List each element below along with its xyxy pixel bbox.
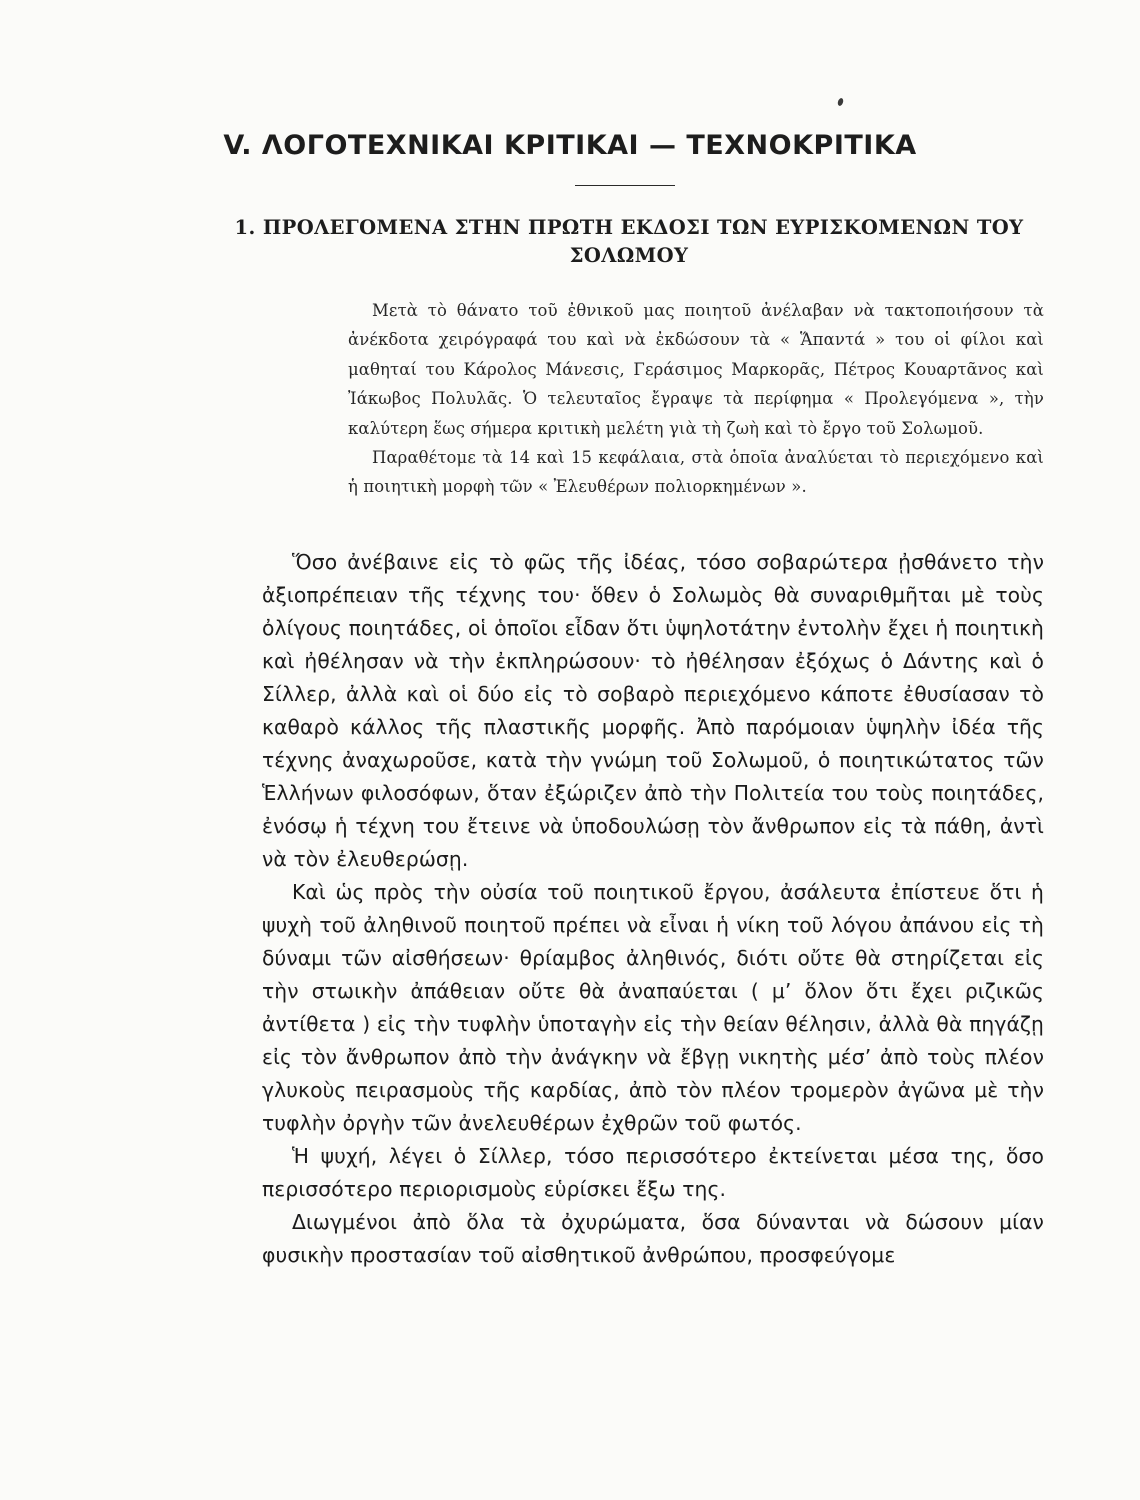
body-paragraph: Ὅσο ἀνέβαινε εἰς τὸ φῶς τῆς ἰδέας, τόσο σοβαρώτερα ᾐσθάνετο τὴν ἀξιοπρέπειαν τῆς τέχνης του· ὅθεν ὁ Σολωμὸς θὰ συναριθμῆται μὲ τοὺς ὀλίγους ποιητάδες, οἱ ὁποῖοι εἶδαν ὅτι ὑψηλοτάτην ἐντολὴν ἔχει ἡ ποιητικὴ καὶ ἠθέλησαν νὰ τὴν ἐκπληρώσουν· τὸ ἠθέλησαν ἐξόχως ὁ Δάντης καὶ ὁ Σίλλερ, ἀλλὰ καὶ οἱ δύο εἰς τὸ σοβαρὸ περιεχόμενο κάποτε ἐθυσίασαν τὸ καθαρὸ κάλλος τῆς πλαστικῆς μορφῆς. Ἀπὸ παρόμοιαν ὑψηλὴν ἰδέα τῆς τέχνης ἀναχωροῦσε, κατὰ τὴν γνώμη τοῦ Σολωμοῦ, ὁ ποιητικώτατος τῶν Ἑλλήνων φιλοσόφων, ὅταν ἐξώριζεν ἀπὸ τὴν Πολιτεία του τοὺς ποιητάδες, ἐνόσῳ ἡ τέχνη του ἔτεινε νὰ ὑποδουλώσῃ τὸν ἄνθρωπον εἰς τὰ πάθη, ἀντὶ νὰ τὸν ἐλευθερώσῃ. bbox=[262, 550, 1044, 871]
intro-paragraph: Μετὰ τὸ θάνατο τοῦ ἐθνικοῦ μας ποιητοῦ ἀνέλαβαν νὰ τακτοποιήσουν τὰ ἀνέκδοτα χειρόγραφά του καὶ νὰ ἐκδώσουν τὰ « Ἅπαντά » του οἱ φίλοι καὶ μαθηταί του Κάρολος Μάνεσις, Γεράσιμος Μαρκορᾶς, Πέτρος Κουαρτᾶνος καὶ Ἰάκωβος Πολυλᾶς. Ὁ τελευταῖος ἔγραψε τὰ περίφημα « Προλεγόμενα », τὴν καλύτερη ἕως σήμερα κριτικὴ μελέτη γιὰ τὴ ζωὴ καὶ τὸ ἔργο τοῦ Σολωμοῦ. bbox=[348, 301, 1044, 438]
chapter-title: V. ΛΟΓΟΤΕΧΝΙΚΑΙ ΚΡΙΤΙΚΑΙ — ΤΕΧΝΟΚΡΙΤΙΚΑ bbox=[223, 130, 917, 161]
body-paragraph: Ἡ ψυχή, λέγει ὁ Σίλλερ, τόσο περισσότερο ἐκτείνεται μέσα της, ὅσο περισσότερο περιορισμοὺς εὑρίσκει ἔξω της. bbox=[262, 1144, 1044, 1201]
editorial-introduction bbox=[348, 296, 1044, 502]
title-divider bbox=[575, 185, 675, 186]
ink-speck bbox=[837, 97, 844, 106]
main-text bbox=[262, 546, 1044, 1272]
intro-paragraph: Παραθέτομε τὰ 14 καὶ 15 κεφάλαια, στὰ ὁποῖα ἀναλύεται τὸ περιεχόμενο καὶ ἡ ποιητικὴ μορφὴ τῶν « Ἐλευθέρων πολιορκημένων ». bbox=[348, 448, 1044, 497]
body-paragraph: Καὶ ὡς πρὸς τὴν οὐσία τοῦ ποιητικοῦ ἔργου, ἀσάλευτα ἐπίστευε ὅτι ἡ ψυχὴ τοῦ ἀληθινοῦ ποιητοῦ πρέπει νὰ εἶναι ἡ νίκη τοῦ λόγου ἀπάνου εἰς τὴ δύναμι τῶν αἰσθήσεων· θρίαμβος ἀληθινός, διότι οὔτε θὰ στηρίζεται εἰς τὴν στωικὴν ἀπάθειαν οὔτε θὰ ἀναπαύεται ( μ’ ὅλον ὅτι ἔχει ριζικῶς ἀντίθετα ) εἰς τὴν τυφλὴν ὑποταγὴν εἰς τὴν θείαν θέλησιν, ἀλλὰ θὰ πηγάζῃ εἰς τὸν ἄνθρωπον ἀπὸ τὴν ἀνάγκην νὰ ἔβγῃ νικητὴς μέσ’ ἀπὸ τοὺς πλέον γλυκοὺς πειρασμοὺς τῆς καρδίας, ἀπὸ τὸν πλέον τρομερὸν ἀγῶνα μὲ τὴν τυφλὴν ὀργὴν τῶν ἀνελευθέρων ἐχθρῶν τοῦ φωτός. bbox=[262, 880, 1044, 1135]
body-paragraph: Διωγμένοι ἀπὸ ὅλα τὰ ὀχυρώματα, ὅσα δύνανται νὰ δώσουν μίαν φυσικὴν προστασίαν τοῦ αἰσθητικοῦ ἀνθρώπου, προσφεύγομε bbox=[262, 1210, 1044, 1267]
section-heading: 1. ΠΡΟΛΕΓΟΜΕΝΑ ΣΤΗΝ ΠΡΩΤΗ ΕΚΔΟΣΙ ΤΩΝ ΕΥΡΙΣΚΟΜΕΝΩΝ ΤΟΥ ΣΟΛΩΜΟΥ bbox=[234, 216, 1024, 267]
